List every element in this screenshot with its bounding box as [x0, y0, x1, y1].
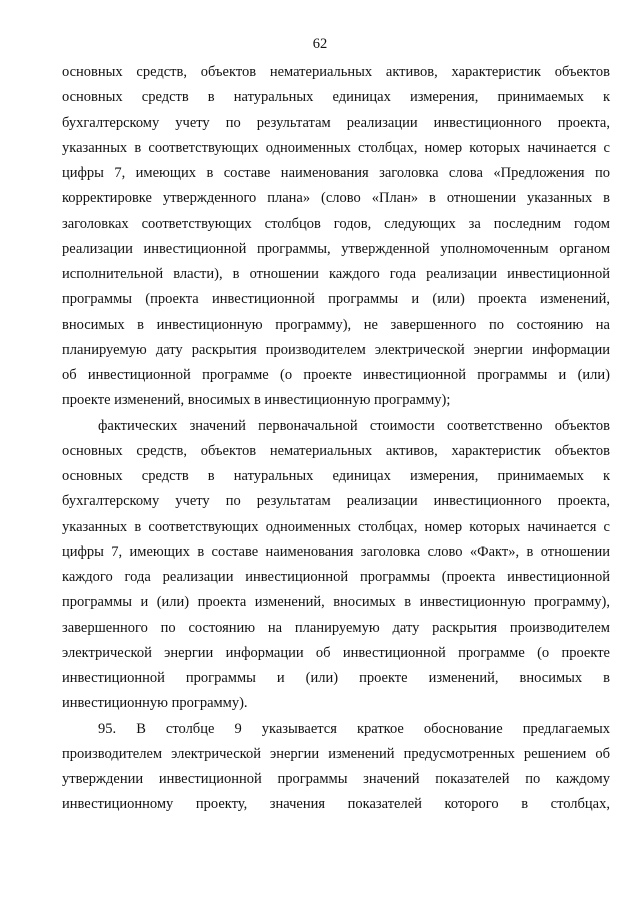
text-line: основных средств в натуральных единицах измерения, принимаемых к	[62, 468, 610, 484]
text-line: программы и (или) проекта изменений, вносимых в инвестиционную программу),	[62, 594, 610, 611]
text-line: фактических значений первоначальной стоимости соответственно объектов	[98, 417, 610, 434]
text-line: вносимых в инвестиционную программу), не завершенного по состоянию на	[62, 316, 610, 333]
text-line: утверждении инвестиционной программы значений показателей по каждому	[62, 771, 610, 787]
text-line: основных средств, объектов нематериальных активов, характеристик объектов	[62, 64, 610, 80]
text-line: бухгалтерскому учету по результатам реализации инвестиционного проекта,	[62, 114, 610, 131]
text-line: инвестиционной программы и (или) проекте изменений, вносимых в	[62, 670, 610, 686]
text-line: об инвестиционной программе (о проекте инвестиционной программы и (или)	[62, 367, 610, 383]
text-line: планируемую дату раскрытия производителем электрической энергии информации	[62, 341, 610, 358]
text-line: каждого года реализации инвестиционной программы (проекта инвестиционной	[62, 569, 610, 585]
text-line: указанных в соответствующих одноименных столбцах, номер которых начинается с	[62, 139, 610, 156]
text-line: инвестиционному проекту, значения показателей которого в столбцах,	[62, 796, 610, 813]
text-line: указанных в соответствующих одноименных столбцах, номер которых начинается с	[62, 518, 610, 535]
page-number: 62	[312, 36, 328, 52]
text-line: проекте изменений, вносимых в инвестиционную программу);	[62, 392, 451, 409]
text-line: реализации инвестиционной программы, утвержденной уполномоченным органом	[62, 240, 610, 257]
text-line: основных средств, объектов нематериальных активов, характеристик объектов	[62, 442, 610, 459]
text-line: 95. В столбце 9 указывается краткое обоснование предлагаемых	[98, 720, 610, 737]
document-body	[62, 60, 610, 818]
text-line: основных средств в натуральных единицах измерения, принимаемых к	[62, 89, 610, 106]
text-line: исполнительной власти), в отношении каждого года реализации инвестиционной	[62, 266, 610, 282]
text-line: завершенного по состоянию на планируемую дату раскрытия производителем	[62, 619, 610, 636]
text-line: бухгалтерскому учету по результатам реализации инвестиционного проекта,	[62, 493, 610, 510]
text-line: электрической энергии информации об инвестиционной программе (о проекте	[62, 644, 610, 661]
text-line: цифры 7, имеющих в составе наименования заголовка слова «Предложения по	[62, 165, 610, 181]
text-line: заголовках соответствующих столбцов годов, следующих за последним годом	[62, 215, 610, 232]
text-line: инвестиционную программу).	[62, 695, 248, 712]
text-line: производителем электрической энергии изменений предусмотренных решением об	[62, 745, 610, 762]
text-line: программы (проекта инвестиционной программы и (или) проекта изменений,	[62, 291, 610, 308]
text-line: корректировке утвержденного плана» (слово «План» в отношении указанных в	[62, 190, 610, 207]
text-line: цифры 7, имеющих в составе наименования заголовка слово «Факт», в отношении	[62, 543, 610, 560]
